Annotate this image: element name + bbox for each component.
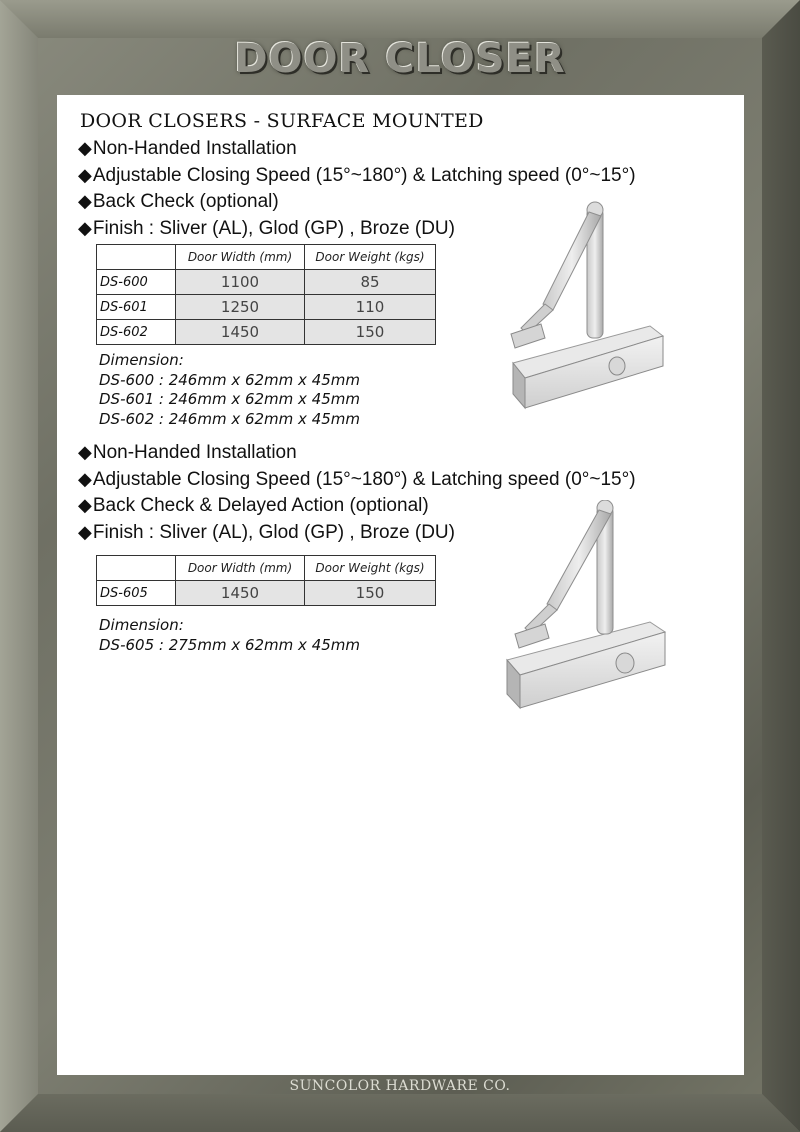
door-width-cell: 1450 xyxy=(176,320,305,345)
door-weight-cell: 150 xyxy=(305,320,436,345)
door-closer-image-2 xyxy=(505,500,675,712)
footer-company-name: SUNCOLOR HARDWARE CO. xyxy=(289,1078,511,1094)
model-cell: DS-605 xyxy=(97,581,176,606)
table-row xyxy=(97,270,436,295)
feature-item: ◆Back Check & Delayed Action (optional) xyxy=(78,495,429,516)
model-cell: DS-601 xyxy=(97,295,176,320)
feature-item: ◆Non-Handed Installation xyxy=(78,442,297,463)
frame-bevel-bottom xyxy=(0,1094,800,1132)
dimension-line: DS-605 : 275mm x 62mm x 45mm xyxy=(99,635,361,654)
table-row xyxy=(97,320,436,345)
table-header-cell: Door Width (mm) xyxy=(176,245,305,270)
table-header-cell: Door Weight (kgs) xyxy=(305,556,436,581)
door-width-cell: 1250 xyxy=(176,295,305,320)
dimension-line: DS-602 : 246mm x 62mm x 45mm xyxy=(99,409,361,428)
section-title: DOOR CLOSERS - SURFACE MOUNTED xyxy=(80,110,484,132)
table-header-row xyxy=(97,245,436,270)
feature-item: ◆Finish : Sliver (AL), Glod (GP) , Broze (DU) xyxy=(78,521,455,543)
dimension-line: DS-600 : 246mm x 62mm x 45mm xyxy=(99,370,361,389)
spec-table-2 xyxy=(96,555,436,606)
frame-bevel-left xyxy=(0,0,38,1132)
door-weight-cell: 110 xyxy=(305,295,436,320)
diamond-bullet-icon: ◆ xyxy=(78,521,92,542)
dimension-line: DS-601 : 246mm x 62mm x 45mm xyxy=(99,390,361,408)
door-closer-image-1 xyxy=(505,198,675,413)
dimension-label: Dimension: xyxy=(99,616,184,634)
page-title: DOOR CLOSER xyxy=(234,36,566,82)
table-row xyxy=(97,581,436,606)
feature-item: ◆Adjustable Closing Speed (15°~180°) & Latching speed (0°~15°) xyxy=(78,468,636,490)
table-row xyxy=(97,295,436,320)
frame-bevel-top xyxy=(0,0,800,38)
diamond-bullet-icon: ◆ xyxy=(78,442,92,462)
table-header-cell: Door Width (mm) xyxy=(176,556,305,581)
table-header-cell xyxy=(97,556,176,581)
door-width-cell: 1100 xyxy=(176,270,305,295)
dimension-label: Dimension: xyxy=(99,351,184,369)
door-weight-cell: 85 xyxy=(305,270,436,295)
diamond-bullet-icon: ◆ xyxy=(78,138,92,158)
diamond-bullet-icon: ◆ xyxy=(78,191,92,211)
dimension-block-1 xyxy=(99,351,360,429)
door-weight-cell: 150 xyxy=(305,581,436,606)
model-cell: DS-600 xyxy=(97,270,176,295)
diamond-bullet-icon: ◆ xyxy=(78,164,92,185)
spec-table-1 xyxy=(96,244,436,345)
feature-item: ◆Non-Handed Installation xyxy=(78,138,297,159)
door-width-cell: 1450 xyxy=(176,581,305,606)
table-header-cell: Door Weight (kgs) xyxy=(305,245,436,270)
model-cell: DS-602 xyxy=(97,320,176,345)
feature-item: ◆Finish : Sliver (AL), Glod (GP) , Broze (DU) xyxy=(78,217,455,239)
dimension-block-2 xyxy=(99,616,360,655)
feature-item: ◆Adjustable Closing Speed (15°~180°) & Latching speed (0°~15°) xyxy=(78,164,636,186)
table-header-row xyxy=(97,556,436,581)
table-header-cell xyxy=(97,245,176,270)
diamond-bullet-icon: ◆ xyxy=(78,468,92,489)
diamond-bullet-icon: ◆ xyxy=(78,495,92,515)
frame-bevel-right xyxy=(762,0,800,1132)
feature-item: ◆Back Check (optional) xyxy=(78,191,279,212)
diamond-bullet-icon: ◆ xyxy=(78,217,92,238)
